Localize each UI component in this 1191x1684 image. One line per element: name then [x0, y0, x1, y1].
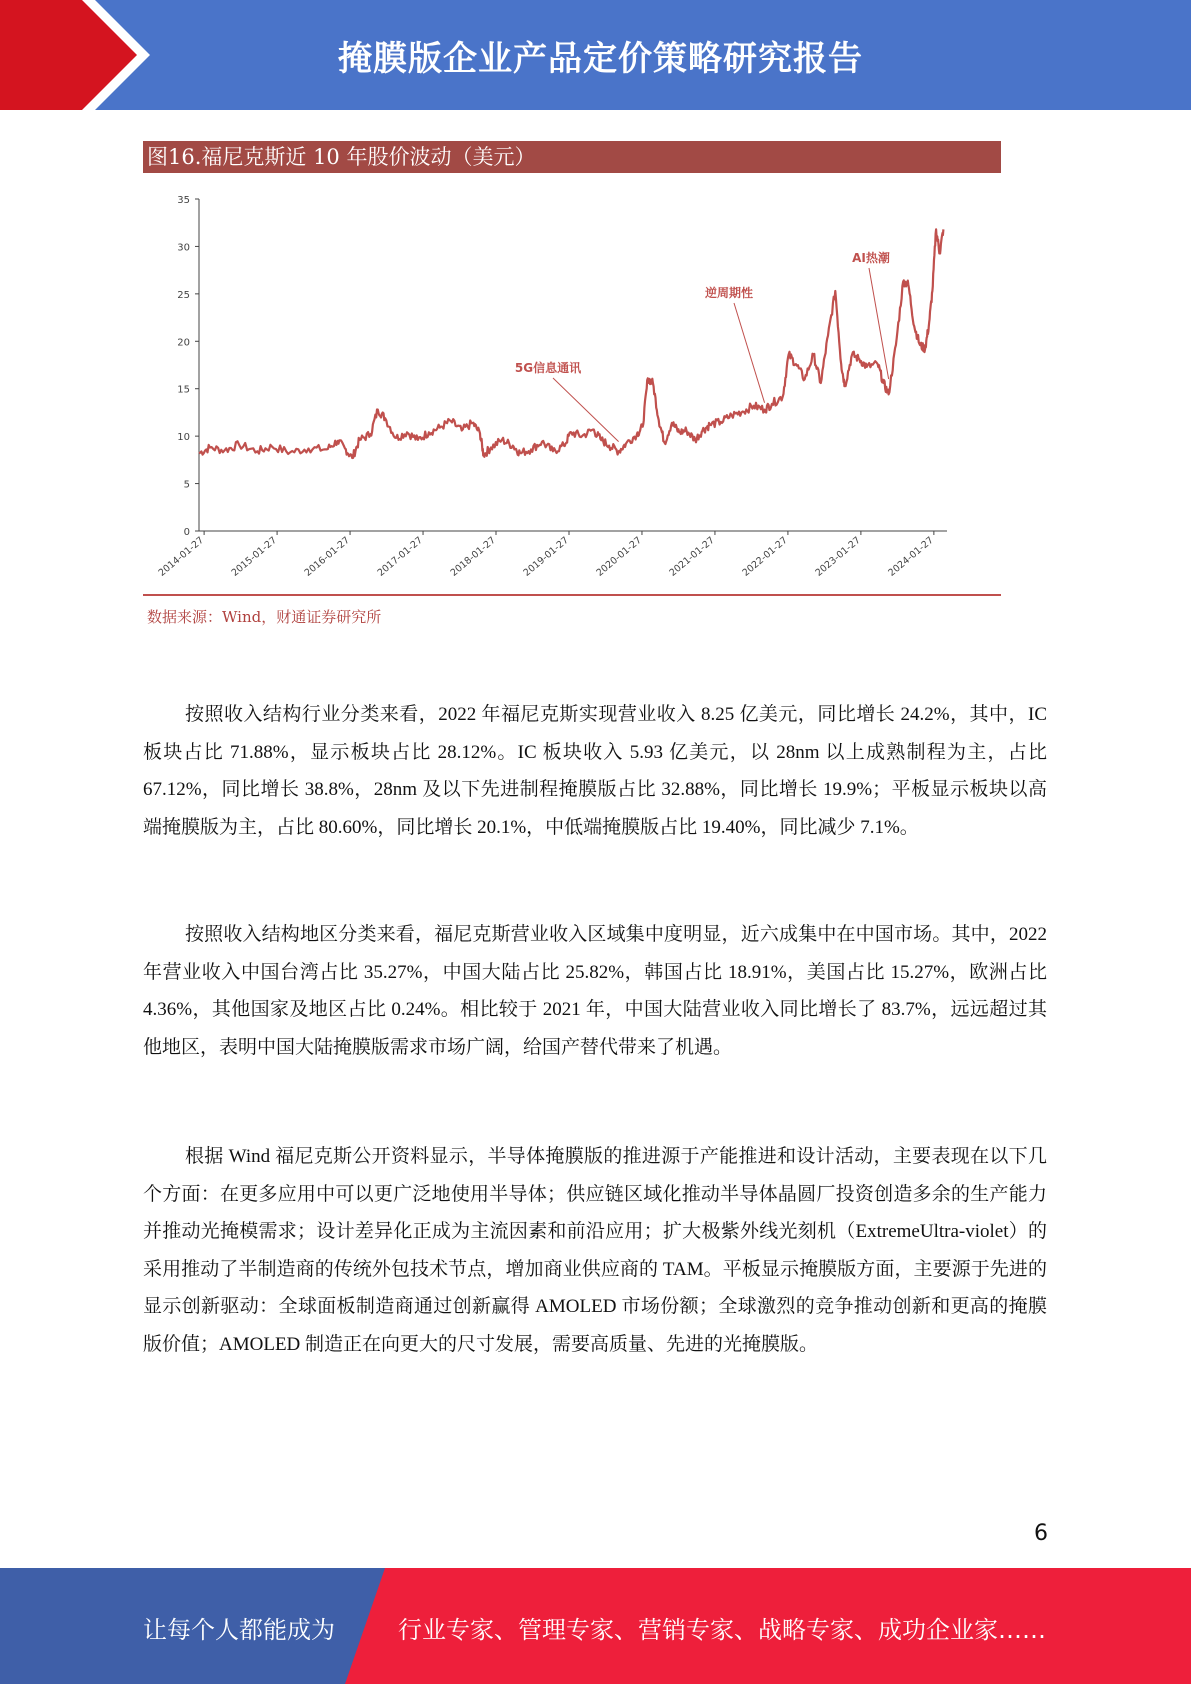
price-series-line	[199, 229, 943, 458]
y-tick-label: 35	[177, 195, 190, 206]
annotation-arrow	[553, 378, 619, 442]
x-tick-label: 2016-01-27	[302, 534, 352, 579]
x-tick-label: 2024-01-27	[886, 534, 936, 579]
x-tick-label: 2018-01-27	[448, 534, 498, 579]
annotation-label: AI热潮	[852, 251, 890, 265]
x-tick-label: 2023-01-27	[813, 534, 863, 579]
annotation-label: 5G信息通讯	[514, 361, 582, 375]
paragraph-revenue-by-region: 按照收入结构地区分类来看，福尼克斯营业收入区域集中度明显，近六成集中在中国市场。其中，2022 年营业收入中国台湾占比 35.27%，中国大陆占比 25.82%，韩国占比 18.91%，美国占比 15.27%，欧洲占比 4.36%，其他国家及地区占比 0.24%。相比较于 2021 年，中国大陆营业收入同比增长了 83.7%，远远超过其他地区，表明中国大陆掩膜版需求市场广阔，给国产替代带来了机遇。	[143, 924, 1047, 1058]
y-tick-label: 5	[183, 479, 190, 491]
y-tick-label: 30	[177, 242, 190, 254]
y-tick-label: 20	[177, 337, 190, 349]
x-tick-label: 2014-01-27	[156, 534, 207, 579]
footer-slogan-right: 行业专家、管理专家、营销专家、战略专家、成功企业家……	[398, 1616, 1046, 1644]
x-tick-label: 2022-01-27	[740, 534, 790, 579]
y-tick-label: 10	[177, 432, 190, 444]
x-tick-label: 2015-01-27	[229, 534, 280, 579]
paragraph-market-drivers: 根据 Wind 福尼克斯公开资料显示，半导体掩膜版的推进源于产能推进和设计活动，主要表现在以下几个方面：在更多应用中可以更广泛地使用半导体；供应链区域化推动半导体晶圆厂投资创造多余的生产能力并推动光掩模需求；设计差异化正成为主流因素和前沿应用；扩大极紫外线光刻机（ExtremeUltra-violet）的采用推动了半制造商的传统外包技术节点，增加商业供应商的 TAM。平板显示掩膜版方面，主要源于先进的显示创新驱动：全球面板制造商通过创新赢得 AMOLED 市场份额；全球激烈的竞争推动创新和更高的掩膜版价值；AMOLED 制造正在向更大的尺寸发展，需要高质量、先进的光掩膜版。	[143, 1146, 1047, 1355]
y-tick-label: 15	[177, 384, 190, 396]
x-tick-label: 2019-01-27	[521, 534, 571, 579]
paragraph-revenue-by-industry: 按照收入结构行业分类来看，2022 年福尼克斯实现营业收入 8.25 亿美元，同比增长 24.2%，其中，IC 板块占比 71.88%，显示板块占比 28.12%。IC 板块收入 5.93 亿美元，以 28nm 以上成熟制程为主，占比 67.12%，同比增长 38.8%，28nm 及以下先进制程掩膜版占比 32.88%，同比增长 19.9%；平板显示板块以高端掩膜版为主，占比 80.60%，同比增长 20.1%，中低端掩膜版占比 19.40%，同比减少 7.1%。	[143, 704, 1047, 838]
footer-slogan-left: 让每个人都能成为	[143, 1616, 335, 1644]
figure-caption: 图16.福尼克斯近 10 年股价波动（美元）	[143, 141, 1001, 173]
x-tick-label: 2020-01-27	[594, 534, 644, 579]
report-title: 掩膜版企业产品定价策略研究报告	[338, 38, 863, 79]
annotation-label: 逆周期性	[704, 286, 754, 300]
figure-divider	[143, 594, 1001, 596]
annotation-arrow	[869, 268, 889, 379]
y-tick-label: 25	[177, 289, 190, 301]
x-tick-label: 2021-01-27	[667, 534, 717, 579]
y-tick-label: 0	[183, 527, 190, 538]
page-number: 6	[1034, 1521, 1048, 1546]
x-tick-label: 2017-01-27	[375, 534, 425, 579]
stock-price-line-chart	[0, 0, 1191, 600]
figure-source: 数据来源：Wind，财通证券研究所	[147, 608, 382, 626]
annotation-arrow	[734, 303, 765, 403]
